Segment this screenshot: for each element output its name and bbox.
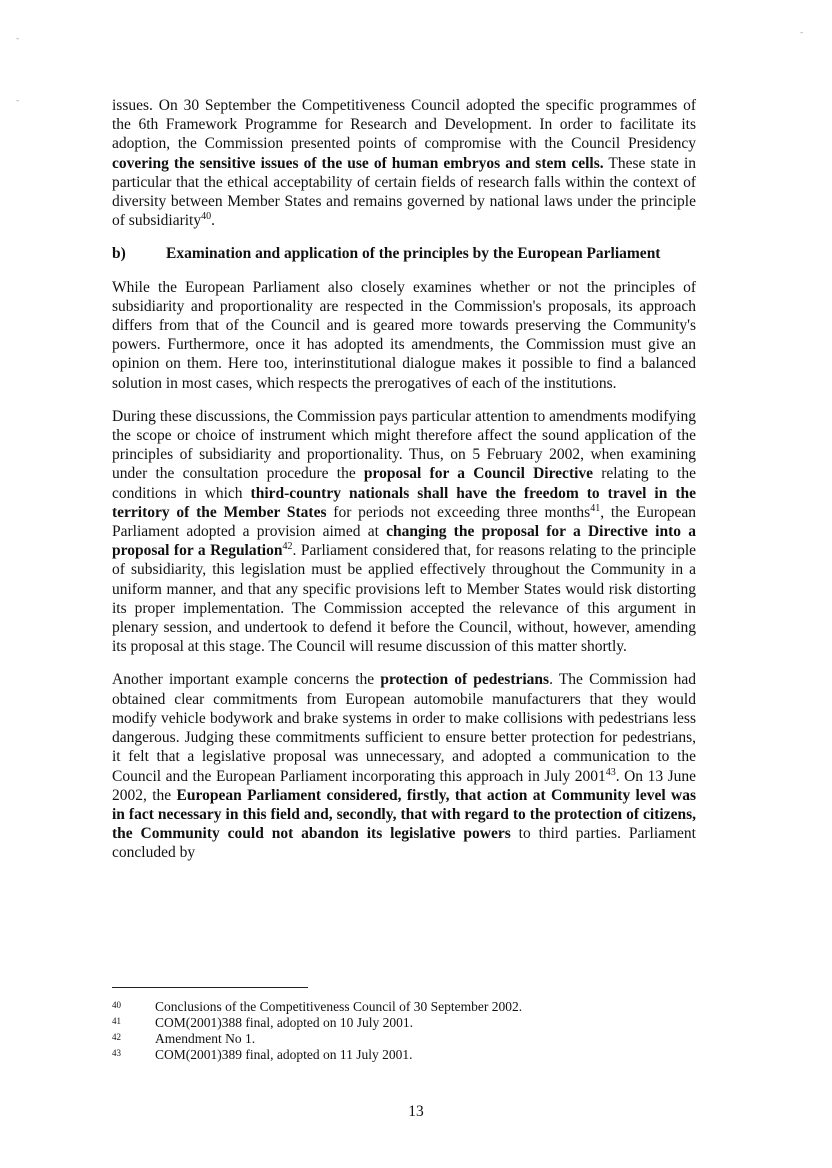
bold-text: protection of pedestrians <box>380 671 550 689</box>
footnote <box>112 1015 712 1031</box>
footnote-ref: 43 <box>605 766 616 778</box>
bold-text: changing the proposal for a Directive into a proposal for a Regulation <box>112 523 696 560</box>
footnote-ref: 42 <box>282 541 293 553</box>
text-run: . <box>211 212 215 230</box>
footnote-divider <box>112 987 308 988</box>
footnote <box>112 999 712 1015</box>
page-number: 13 <box>408 1103 424 1120</box>
text-run: During these discussions, the Commission pays particular attention to amendments modifying the scope or choice of instrument which might therefore affect the sound application of the principles of subsidiarity and proportionality. Thus, on 5 February 2002, when examining under the consultation procedure the <box>112 407 696 483</box>
footnote-text: Conclusions of the Competitiveness Council of 30 September 2002. <box>155 999 523 1014</box>
footnote <box>112 1047 712 1063</box>
bold-text: covering the sensitive issues of the use of human embryos and stem cells. <box>112 154 604 172</box>
margin-mark: - <box>800 28 804 38</box>
footnote-number: 43 <box>112 1048 121 1058</box>
paragraph-2 <box>112 278 696 393</box>
paragraph-1 <box>112 96 696 230</box>
section-number: b) <box>112 245 126 263</box>
margin-mark: - <box>16 96 20 106</box>
text-run: These state in particular that the ethical acceptability of certain fields of research falls within the context of diversity between Member States and remains governed by national laws under the principle of subsidiarity <box>112 154 696 230</box>
text-run: , the European Parliament adopted a provision aimed at <box>112 503 696 541</box>
paragraph-3 <box>112 407 696 657</box>
footnote-number: 41 <box>112 1016 121 1026</box>
margin-mark: - <box>16 34 20 44</box>
section-title: Examination and application of the principles by the European Parliament <box>166 245 661 263</box>
text-run: to third parties. Parliament concluded by <box>112 825 696 862</box>
text-run: relating to the conditions in which <box>112 465 696 502</box>
footnote-number: 42 <box>112 1032 121 1042</box>
footnotes <box>112 999 712 1063</box>
text-run: Another important example concerns the <box>112 671 381 689</box>
footnote-number: 40 <box>112 1000 121 1010</box>
text-run: . The Commission had obtained clear commitments from European automobile manufacturers that they would modify vehicle bodywork and brake systems in order to make collisions with pedestrians less dangerous. Judging these commitments sufficient to ensure better protection for pedestrians, it felt that a legislative proposal was unnecessary, and adopted a communication to the Council and the European Parliament incorporating this approach in July 2001 <box>112 671 696 785</box>
paragraph-4 <box>112 670 696 862</box>
text-run: for periods not exceeding three months <box>326 503 591 521</box>
text-run: . Parliament considered that, for reasons relating to the principle of subsidiarity, this legislation must be applied effectively throughout the Community in a uniform manner, and that any specific provisions left to Member States would risk distorting its proper implementation. The Commission accepted the relevance of this argument in plenary session, and undertook to defend it before the Council, without, however, amending its proposal at this stage. The Council will resume discussion of this matter shortly. <box>112 542 697 656</box>
bold-text: European Parliament considered, firstly, that action at Community level was in fact necessary in this field and, secondly, that with regard to the protection of citizens, the Community could not abandon its legislative powers <box>112 786 697 843</box>
bold-text: third-country nationals shall have the freedom to travel in the territory of the Member States <box>112 484 696 521</box>
text-run: . On 13 June 2002, the <box>112 767 697 804</box>
footnote-text: Amendment No 1. <box>155 1031 256 1046</box>
document-body <box>112 96 696 877</box>
text-run: issues. On 30 September the Competitiveness Council adopted the specific programmes of the 6th Framework Programme for Research and Development. In order to facilitate its adoption, the Commission presented points of compromise with the Council Presidency <box>112 97 696 153</box>
section-heading <box>112 244 696 263</box>
bold-text: proposal for a Council Directive <box>363 465 594 483</box>
footnote-text: COM(2001)388 final, adopted on 10 July 2001. <box>155 1015 413 1030</box>
footnote-ref: 41 <box>590 502 601 514</box>
footnote <box>112 1031 712 1047</box>
footnote-ref: 40 <box>201 211 212 223</box>
text-run: While the European Parliament also closely examines whether or not the principles of subsidiarity and proportionality are respected in the Commission's proposals, its approach differs from that of the Council and is geared more towards preserving the Community's powers. Furthermore, once it has adopted its amendments, the Commission must give an opinion on them. Here too, interinstitutional dialogue makes it possible to find a balanced solution in most cases, which respects the prerogatives of each of the institutions. <box>112 278 696 392</box>
footnote-text: COM(2001)389 final, adopted on 11 July 2001. <box>155 1047 413 1062</box>
